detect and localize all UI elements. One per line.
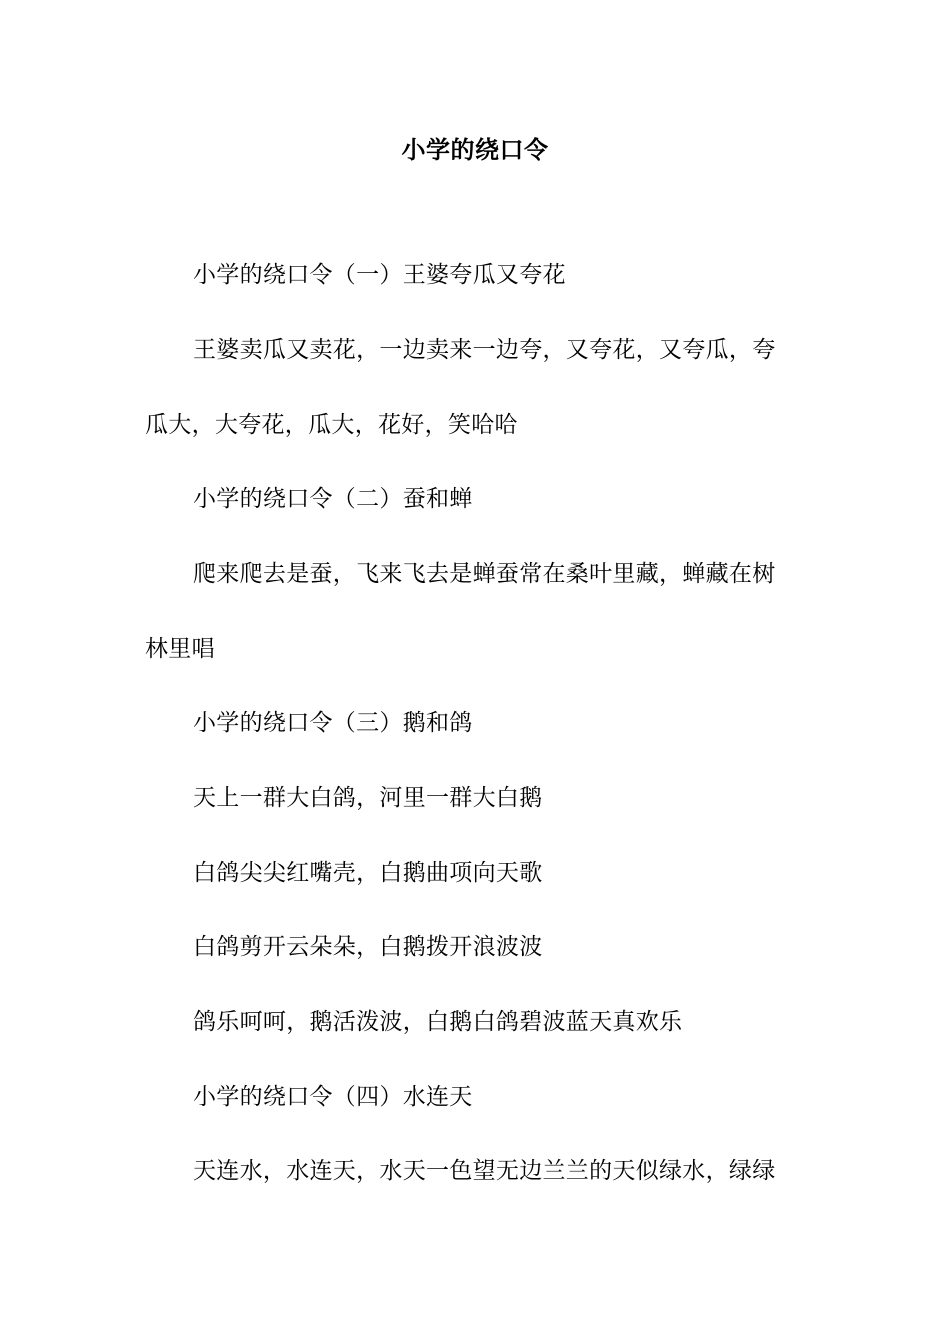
paragraph-line: 王婆卖瓜又卖花，一边卖来一边夸，又夸花，又夸瓜，夸 (193, 337, 776, 363)
paragraph-line: 白鸽剪开云朵朵，白鹅拨开浪波波 (193, 934, 543, 960)
paragraph-line: 爬来爬去是蚕，飞来飞去是蝉蚕常在桑叶里藏，蝉藏在树 (193, 561, 776, 587)
section-heading-4: 小学的绕口令（四）水连天 (193, 1084, 473, 1110)
section-heading-3: 小学的绕口令（三）鹅和鸽 (193, 710, 473, 736)
section-heading-2: 小学的绕口令（二）蚕和蝉 (193, 486, 473, 512)
paragraph-line: 白鸽尖尖红嘴壳，白鹅曲项向天歌 (193, 860, 543, 886)
paragraph-line: 瓜大，大夸花，瓜大，花好，笑哈哈 (145, 412, 518, 438)
paragraph-line: 鸽乐呵呵，鹅活泼波，白鹅白鸽碧波蓝天真欢乐 (193, 1009, 683, 1035)
page-title: 小学的绕口令 (401, 135, 549, 164)
paragraph-line: 天连水，水连天，水天一色望无边兰兰的天似绿水，绿绿 (193, 1158, 776, 1184)
paragraph-line: 林里唱 (145, 636, 215, 662)
paragraph-line: 天上一群大白鸽，河里一群大白鹅 (193, 785, 543, 811)
section-heading-1: 小学的绕口令（一）王婆夸瓜又夸花 (193, 262, 566, 288)
